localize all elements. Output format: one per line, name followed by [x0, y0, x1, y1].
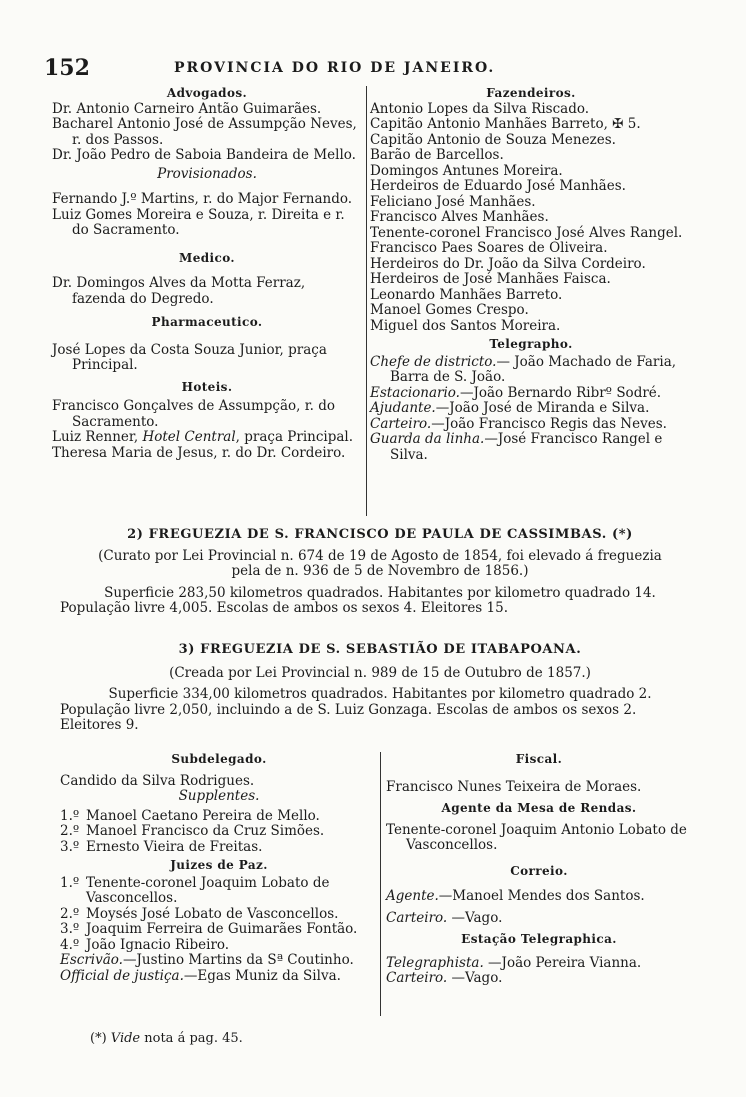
section-text: (Creada por Lei Provincial n. 989 de 15 de Outubro de 1857.) — [169, 664, 591, 681]
hoteis-heading: Hoteis. — [181, 379, 233, 394]
correio-heading: Correio. — [510, 863, 568, 878]
estacao-telegraphica-heading: Estação Telegraphica. — [461, 932, 617, 946]
person-name: —Manoel Mendes dos Santos. — [438, 888, 645, 904]
list-item — [386, 956, 692, 972]
person-name: —João José de Miranda e Silva. — [435, 400, 650, 416]
list-item — [386, 971, 692, 987]
list-item: Capitão Antonio de Souza Menezes. — [370, 131, 616, 148]
list-item: Herdeiros de Eduardo José Manhães. — [370, 178, 626, 194]
list-item — [60, 922, 378, 938]
list-item: Leonardo Manhães Barreto. — [370, 286, 563, 303]
list-item — [370, 386, 692, 402]
list-item — [52, 430, 362, 446]
list-item — [386, 889, 692, 905]
list-item: Domingos Antunes Moreira. — [370, 162, 563, 179]
footnote-mark: (*) — [90, 1031, 111, 1046]
section-title: 3) FREGUEZIA DE S. SEBASTIÃO DE ITABAPOANA. — [178, 642, 582, 657]
list-item — [370, 417, 692, 433]
list-item: Tenente-coronel Francisco José Alves Rangel. — [370, 224, 683, 241]
juizes-heading: Juizes de Paz. — [170, 858, 268, 872]
column-divider — [366, 86, 367, 516]
upper-left-column — [52, 86, 362, 461]
person-name: —João Pereira Vianna. — [483, 954, 642, 971]
section-text: População livre 4,005. Escolas de ambos os sexos 4. Eleitores 15. — [60, 600, 508, 616]
section-text: População livre 2,050, incluindo a de S. Luiz Gonzaga. Escolas de ambos os sexos 2. — [60, 701, 637, 718]
list-item: Candido da Silva Rodrigues. — [60, 772, 255, 789]
person-name: Manoel Caetano Pereira de Mello. — [86, 807, 320, 824]
list-item: Feliciano José Manhães. — [370, 193, 536, 210]
column-divider — [380, 752, 381, 1016]
section-text: Superficie 283,50 kilometros quadrados. Habitantes por kilometro quadrado 14. — [104, 584, 656, 601]
provisionados-heading: Provisionados. — [157, 165, 257, 182]
fiscal-heading: Fiscal. — [515, 752, 563, 766]
list-item — [60, 907, 378, 923]
list-item: Miguel dos Santos Moreira. — [370, 317, 561, 334]
footnote-text: nota á pag. 45. — [140, 1031, 243, 1046]
person-name: —José Francisco Rangel e Silva. — [390, 431, 663, 463]
person-name: —Vago. — [447, 909, 503, 926]
supplentes-heading: Supplentes. — [178, 788, 260, 804]
item-number: 3.º — [60, 838, 80, 855]
role-label: Estacionario. — [370, 384, 460, 401]
section-freguezia-cassimbas — [60, 527, 700, 617]
list-item: José Lopes da Costa Souza Junior, praça Principal. — [52, 341, 327, 373]
role-label: Agente. — [386, 888, 439, 904]
role-label: Carteiro. — [386, 909, 448, 926]
section-text: pela de n. 936 de 5 de Novembro de 1856.) — [231, 563, 529, 579]
section-title: 2) FREGUEZIA DE S. FRANCISCO DE PAULA DE CASSIMBAS. (*) — [127, 527, 633, 542]
list-item: Dr. Domingos Alves da Motta Ferraz, fazenda do Degredo. — [52, 275, 306, 307]
footnote-vide: Vide — [110, 1031, 141, 1046]
list-item: Francisco Paes Soares de Oliveira. — [370, 240, 608, 256]
item-number: 1.º — [60, 874, 80, 891]
list-item: Capitão Antonio Manhães Barreto, ✠ 5. — [370, 116, 641, 132]
list-item: Manoel Gomes Crespo. — [370, 302, 529, 318]
list-item: Francisco Gonçalves de Assumpção, r. do Sacramento. — [52, 398, 336, 430]
person-name: Manoel Francisco da Cruz Simões. — [86, 823, 325, 839]
list-item: Francisco Alves Manhães. — [370, 209, 549, 225]
item-number: 4.º — [60, 936, 80, 953]
role-label: Ajudante. — [370, 400, 436, 416]
list-item: Luiz Gomes Moreira e Souza, r. Direita e r. do Sacramento. — [52, 206, 345, 238]
list-item — [386, 911, 692, 927]
role-label: Telegraphista. — [386, 954, 484, 971]
list-item: Fernando J.º Martins, r. do Major Fernando. — [52, 191, 353, 207]
person-name: Ernesto Vieira de Freitas. — [86, 838, 263, 855]
list-item — [60, 809, 378, 825]
list-item — [370, 432, 692, 463]
role-label: Official de justiça. — [60, 967, 184, 984]
person-name: —Vago. — [447, 970, 503, 986]
list-item: Tenente-coronel Joaquim Antonio Lobato de Vasconcellos. — [386, 821, 687, 853]
list-item — [60, 969, 378, 985]
footnote — [90, 1031, 243, 1046]
list-item: Herdeiros do Dr. João da Silva Cordeiro. — [370, 255, 646, 272]
item-number: 3.º — [60, 921, 80, 937]
list-item — [370, 355, 692, 386]
section-freguezia-itabapoana — [60, 642, 700, 734]
lower-left-column — [60, 752, 378, 984]
list-item: Bacharel Antonio José de Assumpção Neves, r. dos Passos. — [52, 116, 357, 148]
list-item — [60, 876, 378, 907]
hotel-owner: Luiz Renner, — [52, 429, 143, 445]
person-name: Joaquim Ferreira de Guimarães Fontão. — [86, 921, 358, 937]
list-item: Dr. Antonio Carneiro Antão Guimarães. — [52, 100, 322, 117]
person-name: —Justino Martins da Sª Coutinho. — [122, 952, 354, 968]
person-name: —Egas Muniz da Silva. — [183, 967, 341, 984]
person-name: Tenente-coronel Joaquim Lobato de Vasconcellos. — [86, 874, 330, 906]
list-item — [60, 840, 378, 856]
list-item: Dr. João Pedro de Saboia Bandeira de Mello. — [52, 147, 356, 163]
list-item — [60, 953, 378, 969]
section-text: Superficie 334,00 kilometros quadrados. Habitantes por kilometro quadrado 2. — [108, 686, 652, 702]
section-text: (Curato por Lei Provincial n. 674 de 19 de Agosto de 1854, foi elevado á freguezia — [98, 547, 662, 564]
section-text: Eleitores 9. — [60, 717, 139, 733]
list-item: Francisco Nunes Teixeira de Moraes. — [386, 778, 642, 795]
list-item: Theresa Maria de Jesus, r. do Dr. Cordeiro. — [52, 444, 346, 461]
subdelegado-heading: Subdelegado. — [171, 752, 267, 766]
role-label: Carteiro. — [386, 970, 448, 986]
person-name: João Ignacio Ribeiro. — [86, 936, 230, 953]
fazendeiros-heading: Fazendeiros. — [486, 86, 576, 100]
pharmaceutico-heading: Pharmaceutico. — [151, 315, 263, 329]
lower-right-column — [386, 752, 692, 987]
person-name: Moysés José Lobato de Vasconcellos. — [86, 905, 339, 922]
running-title: PROVINCIA DO RIO DE JANEIRO. — [174, 60, 496, 76]
person-name: —João Francisco Regis das Neves. — [431, 415, 667, 432]
role-label: Chefe de districto. — [370, 353, 497, 370]
role-label: Escrivão. — [60, 952, 123, 968]
list-item: Antonio Lopes da Silva Riscado. — [370, 100, 590, 117]
agente-mesa-rendas-heading: Agente da Mesa de Rendas. — [441, 801, 637, 815]
page-number: 152 — [44, 55, 90, 81]
upper-right-column — [370, 86, 692, 463]
advogados-heading: Advogados. — [166, 86, 248, 100]
list-item — [370, 401, 692, 417]
medico-heading: Medico. — [179, 250, 235, 265]
hotel-name: Hotel Central — [142, 429, 236, 445]
hotel-address: , praça Principal. — [235, 429, 354, 445]
person-name: — João Machado de Faria, Barra de S. João. — [390, 353, 677, 385]
item-number: 1.º — [60, 807, 80, 824]
telegrapho-heading: Telegrapho. — [489, 337, 573, 351]
list-item — [60, 824, 378, 840]
role-label: Carteiro. — [370, 415, 432, 432]
list-item: Barão de Barcellos. — [370, 147, 504, 163]
list-item: Herdeiros de José Manhães Faisca. — [370, 271, 611, 287]
item-number: 2.º — [60, 823, 80, 839]
list-item — [60, 938, 378, 954]
item-number: 2.º — [60, 905, 80, 922]
person-name: —João Bernardo Ribrº Sodré. — [459, 384, 662, 401]
role-label: Guarda da linha. — [370, 431, 485, 447]
